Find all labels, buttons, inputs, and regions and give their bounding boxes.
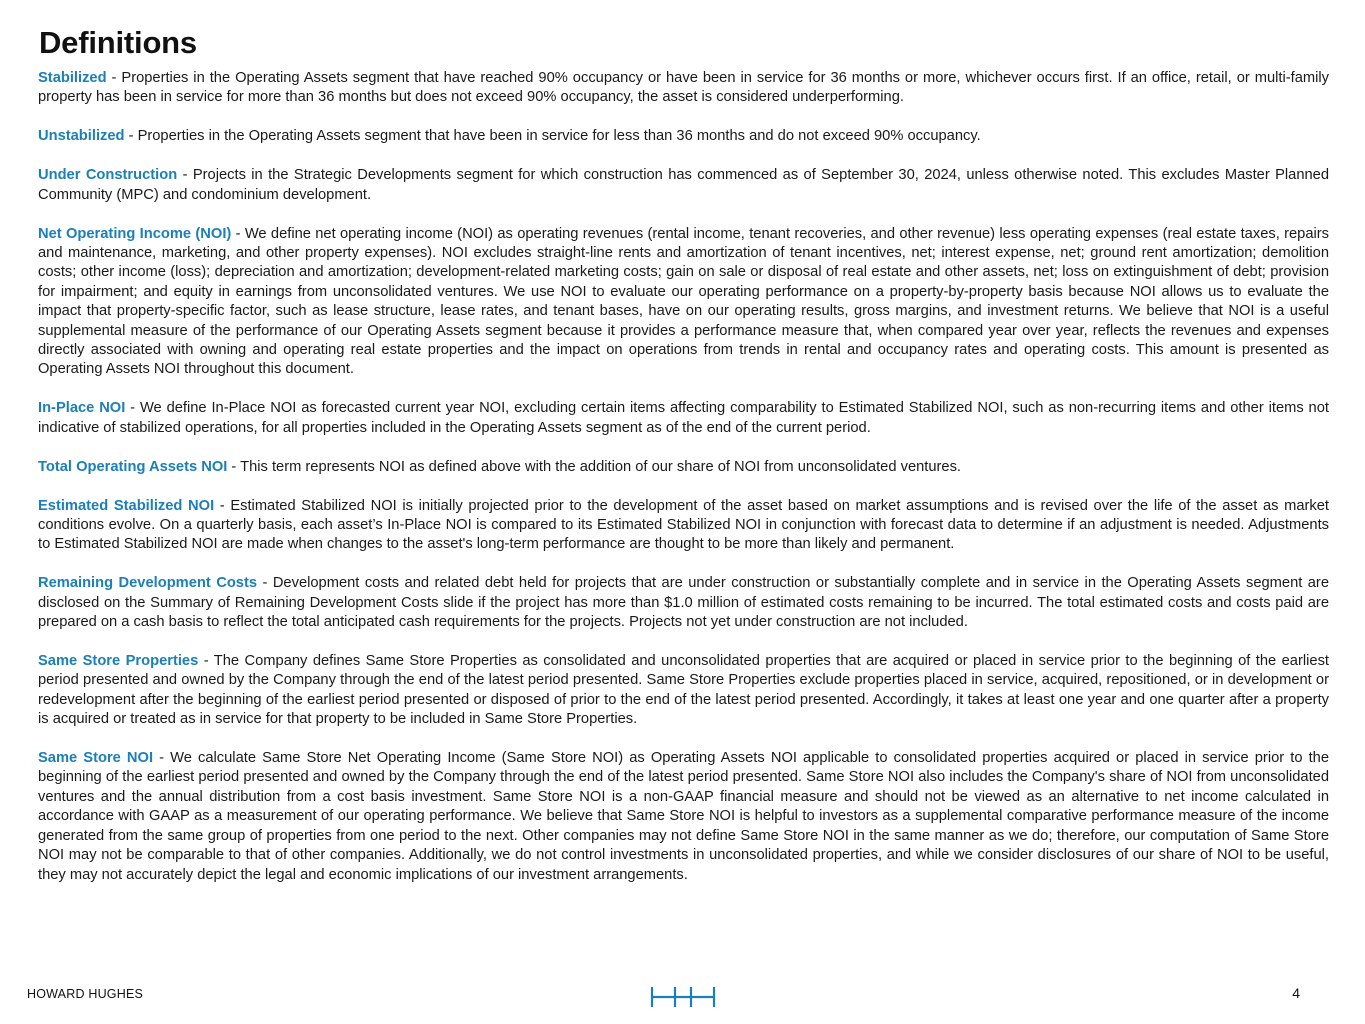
definition-remaining-development-costs xyxy=(38,574,1329,632)
definition-term: Estimated Stabilized NOI xyxy=(38,497,215,514)
definition-under-construction xyxy=(38,166,1329,205)
definition-estimated-stabilized-noi xyxy=(38,497,1329,555)
definition-unstabilized xyxy=(38,127,1329,146)
definitions-list xyxy=(38,69,1329,904)
definition-total-operating-assets-noi xyxy=(38,458,1329,477)
definition-text: - Properties in the Operating Assets segment that have been in service for less than 36 months and do not exceed 90% occupancy. xyxy=(124,128,981,145)
definition-noi xyxy=(38,225,1329,380)
definition-term: Unstabilized xyxy=(38,128,125,145)
definition-text: - We define In-Place NOI as forecasted current year NOI, excluding certain items affecting comparability to Estimated Stabilized NOI, such as non-recurring items and other items not indicative of stabilized operations, for all properties included in the Operating Assets segment as of the end of the current period. xyxy=(38,400,1329,436)
definition-term: Total Operating Assets NOI xyxy=(38,458,228,475)
definition-term: Same Store Properties xyxy=(38,652,199,669)
definition-term: In-Place NOI xyxy=(38,400,126,417)
definition-term: Net Operating Income (NOI) xyxy=(38,225,232,242)
definition-text: - Estimated Stabilized NOI is initially projected prior to the development of the asset based on market assumptions and is revised over the life of the asset as market conditions evolve. On a quarterly basis, each asset’s In-Place NOI is compared to its Estimated Stabilized NOI in conjunction with forecast data to determine if an adjustment is needed. Adjustments to Estimated Stabilized NOI are made when changes to the asset's long-term performance are thought to be more than likely and permanent. xyxy=(38,497,1329,553)
definition-term: Remaining Development Costs xyxy=(38,575,258,592)
howard-hughes-logo-icon xyxy=(650,986,716,1008)
definition-term: Under Construction xyxy=(38,167,178,184)
definition-same-store-properties xyxy=(38,652,1329,730)
definition-text: - Development costs and related debt held for projects that are under construction or substantially complete and in service in the Operating Assets segment are disclosed on the Summary of Remaining Development Costs slide if the project has more than $1.0 million of estimated costs remaining to be incurred. The total estimated costs and costs paid are prepared on a cash basis to reflect the total anticipated cash requirements for the projects. Projects not yet under construction are not included. xyxy=(38,575,1329,631)
definition-text: - Properties in the Operating Assets segment that have reached 90% occupancy or have been in service for 36 months or more, whichever occurs first. If an office, retail, or multi-family property has been in service for more than 36 months but does not exceed 90% occupancy, the asset is considered underperforming. xyxy=(38,70,1329,106)
definition-text: - The Company defines Same Store Properties as consolidated and unconsolidated properties that are acquired or placed in service prior to the beginning of the earliest period presented and owned by the Company through the end of the latest period presented. Same Store Properties exclude properties placed in service, acquired, repositioned, or in development or redevelopment after the beginning of the earliest period presented or disposed of prior to the end of the latest period presented. Accordingly, it takes at least one year and one quarter after a property is acquired or treated as in service for that property to be included in Same Store Properties. xyxy=(38,652,1329,728)
definition-text: - This term represents NOI as defined above with the addition of our share of NOI from unconsolidated ventures. xyxy=(227,458,962,475)
definition-text: - Projects in the Strategic Developments segment for which construction has commenced as of September 30, 2024, unless otherwise noted. This excludes Master Planned Community (MPC) and condominium development. xyxy=(38,167,1329,203)
definition-stabilized xyxy=(38,69,1329,108)
definition-in-place-noi xyxy=(38,399,1329,438)
page-title: Definitions xyxy=(39,25,197,60)
definition-term: Same Store NOI xyxy=(38,750,154,767)
footer-brand: HOWARD HUGHES xyxy=(27,987,144,1001)
definition-text: - We define net operating income (NOI) as operating revenues (rental income, tenant recoveries, and other revenue) less operating expenses (real estate taxes, repairs and maintenance, marketing, and other property expenses). NOI excludes straight-line rents and amortization of tenant incentives, net; interest expense, net; ground rent amortization; demolition costs; other income (loss); depreciation and amortization; development-related marketing costs; gain on sale or disposal of real estate and other assets, net; loss on extinguishment of debt; provision for impairment; and equity in earnings from unconsolidated ventures. We use NOI to evaluate our operating performance on a property-by-property basis because NOI allows us to evaluate the impact that property-specific factor, such as lease structure, lease rates, and tenant bases, have on our operating results, gross margins, and investment returns. We believe that NOI is a useful supplemental measure of the performance of our Operating Assets segment because it provides a performance measure that, when compared year over year, reflects the revenues and expenses directly associated with owning and operating real estate properties and the impact on operations from trends in rental and occupancy rates and operating costs. This amount is presented as Operating Assets NOI throughout this document. xyxy=(38,225,1329,378)
definition-term: Stabilized xyxy=(38,70,107,86)
definition-same-store-noi xyxy=(38,749,1329,885)
definition-text: - We calculate Same Store Net Operating Income (Same Store NOI) as Operating Assets NOI applicable to consolidated properties acquired or placed in service prior to the beginning of the earliest period presented and owned by the Company through the end of the latest period presented. Same Store NOI also includes the Company's share of NOI from unconsolidated ventures and the annual distribution from a cost basis investment. Same Store NOI is a non-GAAP financial measure and should not be viewed as an alternative to net income calculated in accordance with GAAP as a measurement of our operating performance. We believe that Same Store NOI is helpful to investors as a supplemental comparative performance measure of the income generated from the same group of properties from one period to the next. Other companies may not define Same Store NOI in the same manner as we do; therefore, our computation of Same Store NOI may not be comparable to that of other companies. Additionally, we do not control investments in unconsolidated properties, and while we consider disclosures of our share of NOI to be useful, they may not accurately depict the legal and economic implications of our investment arrangements. xyxy=(38,750,1330,883)
page-number: 4 xyxy=(1292,985,1300,1001)
